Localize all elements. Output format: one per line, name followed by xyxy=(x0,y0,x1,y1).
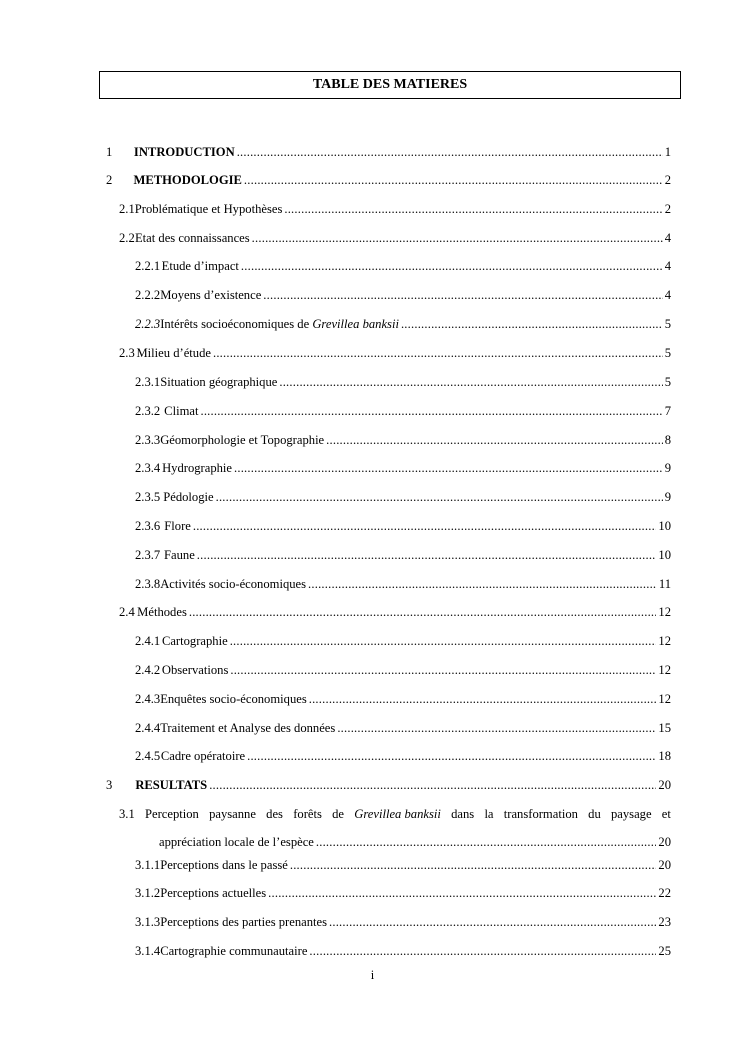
toc-entry[interactable] xyxy=(106,144,671,160)
toc-title: RESULTATS xyxy=(135,778,208,792)
toc-number: 2.3.6 xyxy=(135,519,161,533)
toc-word: paysanne xyxy=(209,807,256,821)
dot-leader xyxy=(200,403,662,419)
species-name: Grevillea banksii xyxy=(312,317,399,331)
dot-leader xyxy=(316,834,657,850)
toc-number: 2.2.2 xyxy=(135,288,161,302)
toc-word: forêts xyxy=(293,807,322,821)
dot-leader xyxy=(401,316,663,332)
toc-title: Activités socio-économiques xyxy=(160,577,307,591)
toc-title-line1 xyxy=(119,806,671,822)
toc-word: transformation xyxy=(503,807,578,821)
toc-entry[interactable] xyxy=(135,576,671,592)
toc-entry[interactable] xyxy=(135,633,671,649)
dot-leader xyxy=(216,489,663,505)
dot-leader xyxy=(234,460,663,476)
toc-number: 3.1 xyxy=(119,807,135,821)
dot-leader xyxy=(279,374,662,390)
toc-title: Etat des connaissances xyxy=(134,231,250,245)
toc-title: Etude d’impact xyxy=(161,259,239,273)
toc-entry[interactable] xyxy=(135,432,671,448)
toc-word: la xyxy=(484,807,494,821)
dot-leader xyxy=(197,547,657,563)
toc-page: 9 xyxy=(664,490,671,504)
toc-page: 20 xyxy=(658,835,671,849)
toc-entry[interactable] xyxy=(135,885,671,901)
toc-title: Milieu d’étude xyxy=(136,346,211,360)
toc-title: Perceptions dans le passé xyxy=(160,858,288,872)
toc-entry[interactable] xyxy=(119,201,671,217)
toc-title: METHODOLOGIE xyxy=(133,173,242,187)
toc-entry[interactable] xyxy=(135,720,671,736)
dot-leader xyxy=(247,748,656,764)
toc-entry[interactable] xyxy=(119,345,671,361)
species-name: Grevillea banksii xyxy=(354,807,441,821)
toc-entry[interactable] xyxy=(135,403,671,419)
dot-leader xyxy=(290,857,657,873)
toc-page: 5 xyxy=(664,317,671,331)
toc-number: 2.4.2 xyxy=(135,663,161,677)
toc-title: Géomorphologie et Topographie xyxy=(160,433,325,447)
toc-page: 8 xyxy=(664,433,671,447)
toc-entry[interactable] xyxy=(119,604,671,620)
toc-word: de xyxy=(332,807,345,821)
page-title: TABLE DES MATIERES xyxy=(99,71,681,99)
toc-number: 1 xyxy=(106,145,113,159)
toc-page: 4 xyxy=(664,259,671,273)
toc-word: paysage xyxy=(610,807,652,821)
toc-page: 2 xyxy=(664,173,671,187)
toc-page: 10 xyxy=(658,548,671,562)
toc-page: 18 xyxy=(658,749,671,763)
toc-number: 2.2.1 xyxy=(135,259,161,273)
dot-leader xyxy=(337,720,656,736)
toc-number: 2.3.1 xyxy=(135,375,161,389)
toc-title: Hydrographie xyxy=(162,461,233,475)
toc-title: Cartographie xyxy=(161,634,228,648)
toc-page: 12 xyxy=(658,663,671,677)
toc-entry[interactable] xyxy=(135,287,671,303)
toc-title: Traitement et Analyse des données xyxy=(160,721,336,735)
dot-leader xyxy=(263,287,662,303)
toc-page: 23 xyxy=(658,915,671,929)
toc-number: 2.3.3 xyxy=(135,433,161,447)
toc-entry[interactable] xyxy=(135,489,671,505)
toc-entry[interactable] xyxy=(106,777,671,793)
dot-leader xyxy=(244,172,663,188)
toc-number: 3.1.2 xyxy=(135,886,161,900)
toc-title: INTRODUCTION xyxy=(133,145,235,159)
dot-leader xyxy=(209,777,656,793)
toc-number: 2.2 xyxy=(119,231,135,245)
toc-title: Situation géographique xyxy=(160,375,278,389)
toc-number: 3.1.3 xyxy=(135,915,161,929)
toc-page: 4 xyxy=(664,288,671,302)
toc-title: Flore xyxy=(164,519,191,533)
dot-leader xyxy=(237,144,663,160)
toc-page: 2 xyxy=(664,202,671,216)
toc-title: Perceptions actuelles xyxy=(160,886,267,900)
toc-entry[interactable] xyxy=(135,316,671,332)
toc-page: 4 xyxy=(664,231,671,245)
toc-word: du xyxy=(588,807,601,821)
toc-number: 2.4 xyxy=(119,605,135,619)
toc-title: Observations xyxy=(161,663,229,677)
dot-leader xyxy=(241,258,663,274)
toc-number: 2.3.2 xyxy=(135,404,161,418)
toc-number: 2.3.7 xyxy=(135,548,161,562)
toc-title: Cadre opératoire xyxy=(160,749,246,763)
toc-entry-multiline[interactable] xyxy=(119,806,671,850)
toc-number: 2 xyxy=(106,173,113,187)
toc-entry[interactable] xyxy=(135,943,671,959)
toc-title: Méthodes xyxy=(137,605,187,619)
toc-number: 2.3.4 xyxy=(135,461,161,475)
toc-entry[interactable] xyxy=(135,258,671,274)
toc-number: 2.4.4 xyxy=(135,721,161,735)
toc-word: Perception xyxy=(144,807,199,821)
dot-leader xyxy=(268,885,656,901)
toc-page: 12 xyxy=(658,605,671,619)
toc-entry[interactable] xyxy=(135,748,671,764)
toc-page: 20 xyxy=(658,858,671,872)
dot-leader xyxy=(329,914,656,930)
toc-page: 7 xyxy=(664,404,671,418)
toc-number: 3.1.1 xyxy=(135,858,161,872)
toc-number: 3.1.4 xyxy=(135,944,161,958)
dot-leader xyxy=(284,201,662,217)
toc-number: 2.3.5 xyxy=(135,490,161,504)
toc-page: 9 xyxy=(664,461,671,475)
toc-page: 10 xyxy=(658,519,671,533)
dot-leader xyxy=(230,662,656,678)
toc-page: 22 xyxy=(658,886,671,900)
toc-number: 3 xyxy=(106,778,113,792)
toc-number: 2.3.8 xyxy=(135,577,161,591)
toc-entry[interactable] xyxy=(135,460,671,476)
toc-number: 2.3 xyxy=(119,346,135,360)
toc-entry[interactable] xyxy=(135,857,671,873)
toc-page: 20 xyxy=(658,778,671,792)
dot-leader xyxy=(252,230,663,246)
toc-title: Cartographie communautaire xyxy=(160,944,308,958)
toc-entry[interactable] xyxy=(135,914,671,930)
toc-title: Climat xyxy=(164,404,199,418)
dot-leader xyxy=(308,576,657,592)
dot-leader xyxy=(309,691,657,707)
toc-word: dans xyxy=(451,807,475,821)
toc-word: et xyxy=(661,807,671,821)
toc-page: 15 xyxy=(658,721,671,735)
toc-number: 2.4.3 xyxy=(135,692,161,706)
toc-entry[interactable] xyxy=(135,662,671,678)
toc-entry[interactable] xyxy=(135,547,671,563)
dot-leader xyxy=(326,432,663,448)
toc-number: 2.4.1 xyxy=(135,634,161,648)
toc-page: 25 xyxy=(658,944,671,958)
dot-leader xyxy=(230,633,657,649)
toc-number: 2.1 xyxy=(119,202,135,216)
toc-page: 11 xyxy=(658,577,671,591)
toc-title: appréciation locale de l’espèce xyxy=(159,835,314,849)
dot-leader xyxy=(309,943,656,959)
toc-number: 2.2.3 xyxy=(135,317,161,331)
toc-title: Perceptions des parties prenantes xyxy=(160,915,327,929)
toc-title: Intérêts socioéconomiques de xyxy=(160,317,313,331)
page-number-footer: i xyxy=(370,968,375,982)
toc-entry[interactable] xyxy=(119,230,671,246)
dot-leader xyxy=(193,518,657,534)
toc-page: 1 xyxy=(664,145,671,159)
toc-title: Problématique et Hypothèses xyxy=(134,202,283,216)
toc-entry[interactable] xyxy=(135,374,671,390)
toc-title: Pédologie xyxy=(163,490,214,504)
toc-word: des xyxy=(266,807,283,821)
dot-leader xyxy=(213,345,663,361)
toc-title: Enquêtes socio-économiques xyxy=(160,692,307,706)
toc-page: 12 xyxy=(658,692,671,706)
toc-entry[interactable] xyxy=(135,691,671,707)
toc-title-line2 xyxy=(159,834,671,850)
toc-number: 2.4.5 xyxy=(135,749,161,763)
toc-page: 12 xyxy=(658,634,671,648)
toc-title: Moyens d’existence xyxy=(160,288,262,302)
toc-entry[interactable] xyxy=(106,172,671,188)
toc-title: Faune xyxy=(164,548,195,562)
toc-page: 5 xyxy=(664,375,671,389)
dot-leader xyxy=(189,604,657,620)
toc-page: 5 xyxy=(664,346,671,360)
toc-entry[interactable] xyxy=(135,518,671,534)
